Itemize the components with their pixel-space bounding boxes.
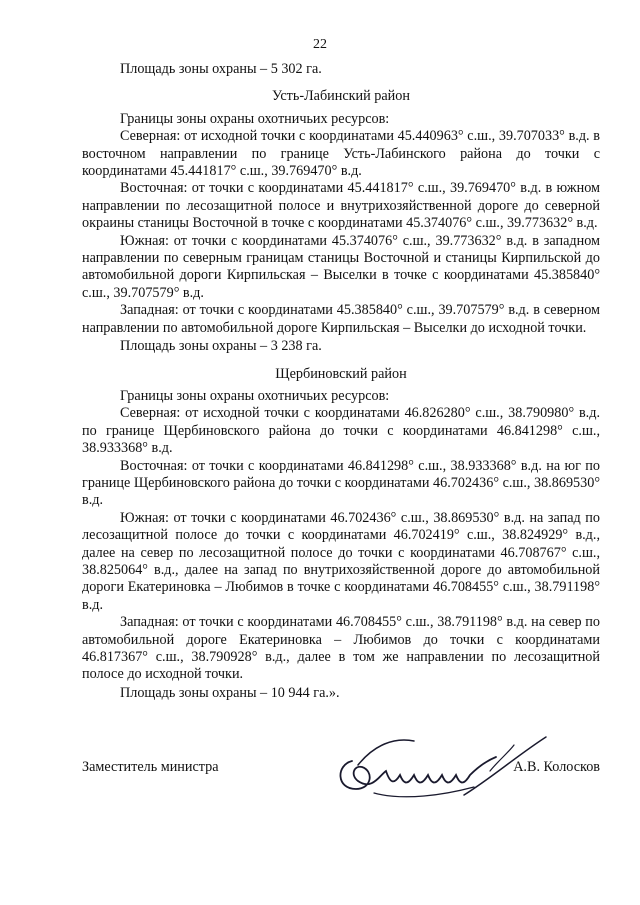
boundary-east: Восточная: от точки с координатами 46.841298° с.ш., 38.933368° в.д. на юг по границе Щербиновского района до точки с координатами 46.702436° с.ш., 38.869530° в.д. (82, 457, 600, 509)
boundary-west: Западная: от точки с координатами 45.385840° с.ш., 39.707579° в.д. в северном направлении по автомобильной дороге Кирпильская – Выселки до исходной точки. (82, 302, 600, 336)
boundary-north: Северная: от исходной точки с координатами 45.440963° с.ш., 39.707033° в.д. в восточном направлении по границе Усть-Лабинского района до точки с координатами 45.441817° с.ш., 39.769470° в.д. (82, 128, 600, 180)
area-statement: Площадь зоны охраны – 10 944 га.». (120, 684, 340, 701)
district-section-shcherbinovsky (82, 366, 600, 703)
boundary-north: Северная: от исходной точки с координатами 46.826280° с.ш., 38.790980° в.д. по границе Щербиновского района до точки с координатами 46.841298° с.ш., 38.933368° в.д. (82, 405, 600, 457)
boundary-west: Западная: от точки с координатами 46.708455° с.ш., 38.791198° в.д. на север по автомобильной дороге Екатериновка – Любимов до точки с координатами 46.817367° с.ш., 38.790928° в.д., далее в том же направлении по лесозащитной полосе до исходной точки. (82, 614, 600, 683)
handwritten-signature (314, 731, 554, 827)
section-intro: Границы зоны охраны охотничьих ресурсов: (120, 387, 390, 404)
signatory-role: Заместитель министра (82, 759, 219, 775)
district-heading: Усть-Лабинский район (272, 88, 410, 105)
document-body (82, 60, 600, 702)
district-section-ust-labinsk (82, 88, 600, 355)
boundary-south: Южная: от точки с координатами 45.374076° с.ш., 39.773632° в.д. в западном направлении по северным границам станицы Восточной и станицы Кирпильской до автомобильной дороги Кирпильская – Выселки в точке с координатами 45.385840° с.ш., 39.707579° в.д. (82, 232, 600, 301)
section-intro: Границы зоны охраны охотничьих ресурсов: (120, 110, 390, 127)
signatory-name: А.В. Колосков (513, 759, 600, 775)
area-statement: Площадь зоны охраны – 3 238 га. (120, 338, 322, 355)
boundary-south: Южная: от точки с координатами 46.702436° с.ш., 38.869530° в.д. на запад по лесозащитной полосе до точки с координатами 46.702419° с.ш., 38.824929° в.д., далее на север по лесозащитной полосе до точки с координатами 46.708767° с.ш., 38.825064° в.д., далее на запад по внутрихозяйственной дороге до автомобильной дороги Екатериновка – Любимов в точке с координатами 46.708455° с.ш., 38.791198° в.д. (82, 509, 600, 613)
boundary-east: Восточная: от точки с координатами 45.441817° с.ш., 39.769470° в.д. в южном направлении по лесозащитной полосе и внутрихозяйственной дороге до северной окраины станицы Восточной в точке с координатами 45.374076° с.ш., 39.773632° в.д. (82, 180, 600, 232)
area-statement: Площадь зоны охраны – 5 302 га. (120, 61, 322, 77)
signature-block (82, 755, 600, 835)
page-number: 22 (313, 37, 327, 52)
district-heading: Щербиновский район (275, 365, 407, 382)
